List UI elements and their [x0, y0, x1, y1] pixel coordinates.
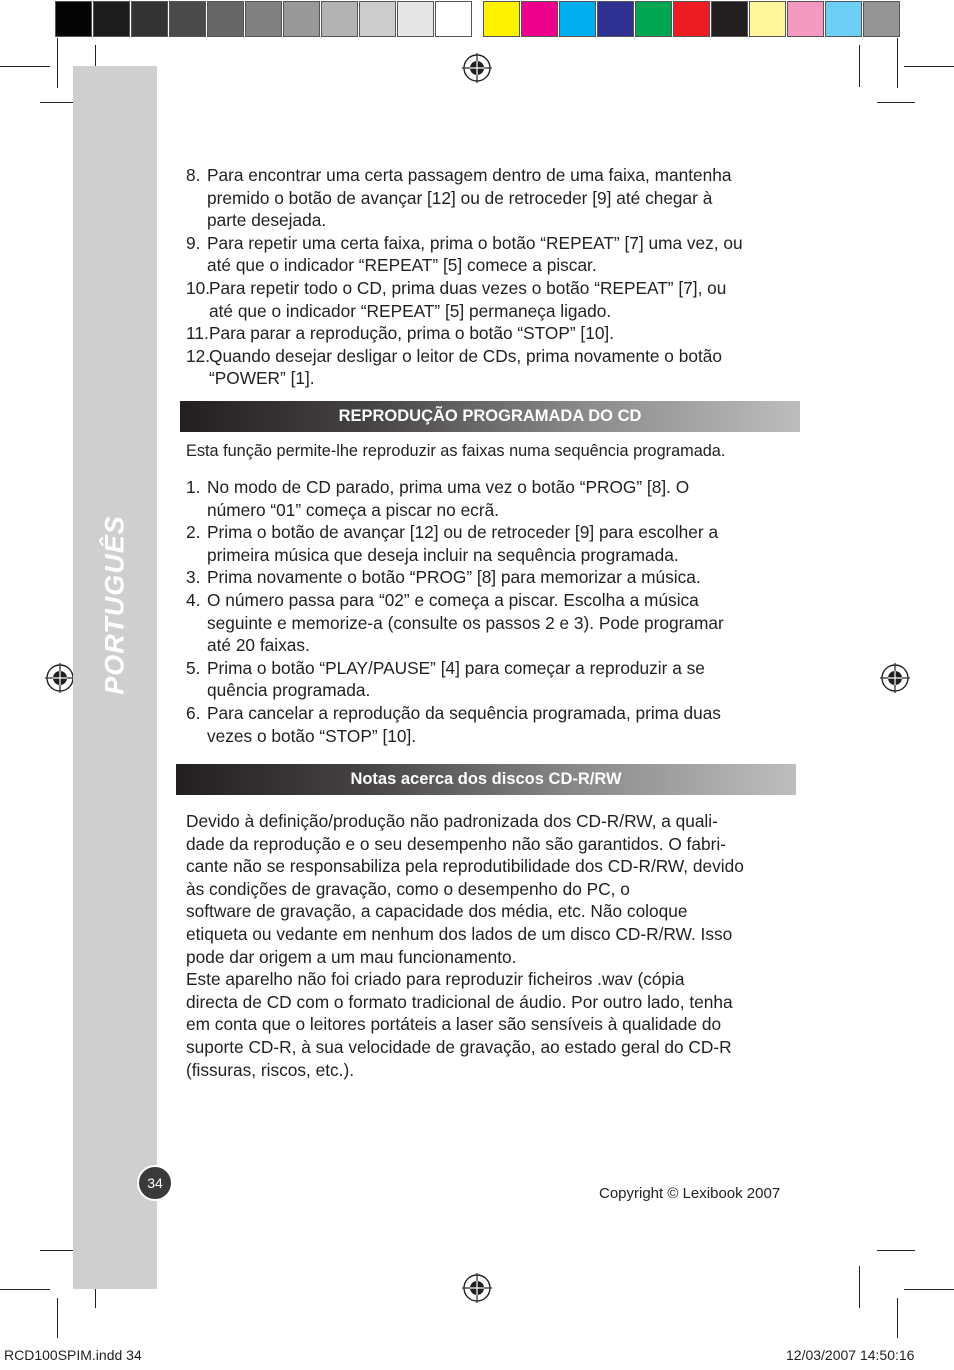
crop-mark: [904, 66, 954, 67]
process-color-swatch: [863, 1, 900, 37]
item-text-line: Para repetir uma certa faixa, prima o botão “REPEAT” [7] uma vez, ou: [207, 232, 743, 253]
item-text-line: Prima o botão “PLAY/PAUSE” [4] para começar a reproduzir a se: [207, 657, 705, 678]
list-item: [186, 657, 806, 702]
item-number: 3.: [186, 567, 201, 588]
item-text-line: Prima novamente o botão “PROG” [8] para memorizar a música.: [207, 567, 701, 588]
paragraph-line: (fissuras, riscos, etc.).: [186, 1059, 355, 1080]
paragraph-line: software de gravação, a capacidade dos média, etc. Não coloque: [186, 901, 688, 922]
crop-mark: [897, 1298, 898, 1338]
registration-mark-icon: [880, 663, 910, 693]
color-calibration-bar: [55, 1, 901, 39]
process-color-swatch: [635, 1, 672, 37]
item-number: 4.: [186, 589, 201, 610]
item-text-line: Prima o botão de avançar [12] ou de retroceder [9] para escolher a: [207, 522, 719, 543]
item-text-line: até 20 faixas.: [207, 635, 310, 656]
item-text-line: vezes o botão “STOP” [10].: [207, 725, 417, 746]
item-text-line: quência programada.: [207, 680, 371, 701]
crop-mark: [859, 45, 860, 87]
item-text-line: “POWER” [1].: [209, 368, 315, 389]
process-color-swatch: [559, 1, 596, 37]
paragraph-line: em conta que o leitores portáteis a laser são sensíveis à qualidade do: [186, 1014, 722, 1035]
list-item: [186, 521, 806, 566]
item-text-line: primeira música que deseja incluir na sequência programada.: [207, 544, 679, 565]
section-intro: Esta função permite-lhe reproduzir as faixas numa sequência programada.: [186, 442, 726, 460]
grayscale-swatch: [435, 1, 472, 37]
crop-mark: [877, 102, 915, 103]
item-number: 8.: [186, 165, 201, 185]
crop-mark: [904, 1289, 954, 1290]
item-number: 2.: [186, 522, 201, 543]
paragraph-line: dade da reprodução e o seu desempenho não são garantidos. O fabri-: [186, 833, 726, 854]
process-color-swatch: [825, 1, 862, 37]
process-color-swatch: [483, 1, 520, 37]
grayscale-swatch: [131, 1, 168, 37]
crop-mark: [897, 38, 898, 88]
item-text-line: até que o indicador “REPEAT” [5] comece a piscar.: [207, 255, 597, 276]
item-number: 10.: [186, 277, 211, 298]
list-item: [186, 589, 806, 657]
registration-mark-icon: [462, 1273, 492, 1303]
item-text-line: Para cancelar a reprodução da sequência programada, prima duas: [207, 702, 721, 723]
item-text-line: O número passa para “02” e começa a piscar. Escolha a música: [207, 589, 699, 610]
paragraph-line: pode dar origem a um mau funcionamento.: [186, 946, 517, 967]
item-text-line: número “01” começa a piscar no ecrã.: [207, 499, 499, 520]
registration-mark-icon: [462, 53, 492, 83]
grayscale-swatch: [397, 1, 434, 37]
list-item: [186, 702, 806, 747]
process-color-swatch: [521, 1, 558, 37]
paragraph-line: directa de CD com o formato tradicional de áudio. Por outro lado, tenha: [186, 991, 733, 1012]
item-text-line: Para repetir todo o CD, prima duas vezes o botão “REPEAT” [7], ou: [209, 277, 727, 298]
print-timestamp: 12/03/2007 14:50:16: [786, 1347, 915, 1363]
grayscale-swatch: [55, 1, 92, 37]
item-number: 9.: [186, 232, 201, 253]
item-text-line: premido o botão de avançar [12] ou de retroceder [9] até chegar à: [207, 187, 713, 208]
item-text-line: Para encontrar uma certa passagem dentro de uma faixa, mantenha: [207, 165, 732, 185]
process-color-swatch: [787, 1, 824, 37]
paragraph-line: cante não se responsabiliza pela reprodutibilidade dos CD-R/RW, devido: [186, 856, 744, 877]
paragraph-line: Este aparelho não foi criado para reproduzir ficheiros .wav (cópia: [186, 969, 685, 990]
process-color-swatch: [673, 1, 710, 37]
crop-mark: [877, 1250, 915, 1251]
grayscale-swatch: [169, 1, 206, 37]
section-title: Notas acerca dos discos CD-R/RW: [350, 770, 622, 788]
copyright-notice: Copyright © Lexibook 2007: [599, 1185, 781, 1202]
list-item: [186, 322, 806, 345]
item-number: 6.: [186, 702, 201, 723]
cdr-notes-paragraph: [186, 810, 798, 1081]
section-header-programmed-playback: [180, 401, 800, 432]
item-number: 1.: [186, 477, 201, 497]
list-item: [186, 345, 806, 390]
grayscale-swatch: [359, 1, 396, 37]
list-item: [186, 232, 806, 277]
crop-mark: [0, 1289, 50, 1290]
crop-mark: [57, 1298, 58, 1338]
crop-mark: [0, 66, 50, 67]
grayscale-swatch: [321, 1, 358, 37]
instruction-list-continued: [186, 164, 806, 390]
process-color-swatch: [597, 1, 634, 37]
paragraph-line: às condições de gravação, como o desempenho do PC, o: [186, 878, 630, 899]
paragraph-line: Devido à definição/produção não padronizada dos CD-R/RW, a quali-: [186, 811, 718, 831]
grayscale-swatch: [283, 1, 320, 37]
item-text-line: parte desejada.: [207, 210, 327, 231]
item-text-line: seguinte e memorize-a (consulte os passos 2 e 3). Pode programar: [207, 612, 724, 633]
section-title: REPRODUÇÃO PROGRAMADA DO CD: [338, 407, 642, 425]
grayscale-swatch: [93, 1, 130, 37]
section-header-cdr-notes: [176, 764, 796, 795]
paragraph-line: suporte CD-R, à sua velocidade de gravação, ao estado geral do CD-R: [186, 1036, 732, 1057]
crop-mark: [57, 38, 58, 88]
process-color-swatch: [749, 1, 786, 37]
process-color-swatch: [711, 1, 748, 37]
item-number: 11.: [186, 323, 209, 344]
language-label: PORTUGUÊS: [99, 515, 130, 695]
item-text-line: até que o indicador “REPEAT” [5] permaneça ligado.: [209, 300, 612, 321]
paragraph-line: etiqueta ou vedante em nenhum dos lados de um disco CD-R/RW. Isso: [186, 923, 733, 944]
list-item: [186, 277, 806, 322]
programming-steps-list: [186, 476, 806, 747]
item-text-line: Quando desejar desligar o leitor de CDs, prima novamente o botão: [209, 345, 722, 366]
list-item: [186, 476, 806, 521]
item-number: 5.: [186, 657, 201, 678]
list-item: [186, 164, 806, 232]
grayscale-swatch: [245, 1, 282, 37]
grayscale-swatch: [207, 1, 244, 37]
file-slug: RCD100SPIM.indd 34: [4, 1347, 142, 1363]
item-text-line: Para parar a reprodução, prima o botão “STOP” [10].: [209, 323, 615, 344]
registration-mark-icon: [45, 663, 75, 693]
swatch-gap: [473, 1, 483, 39]
list-item: [186, 566, 806, 589]
item-text-line: No modo de CD parado, prima uma vez o botão “PROG” [8]. O: [207, 477, 690, 497]
page-number: 34: [137, 1165, 173, 1201]
crop-mark: [859, 1266, 860, 1308]
item-number: 12.: [186, 345, 211, 366]
